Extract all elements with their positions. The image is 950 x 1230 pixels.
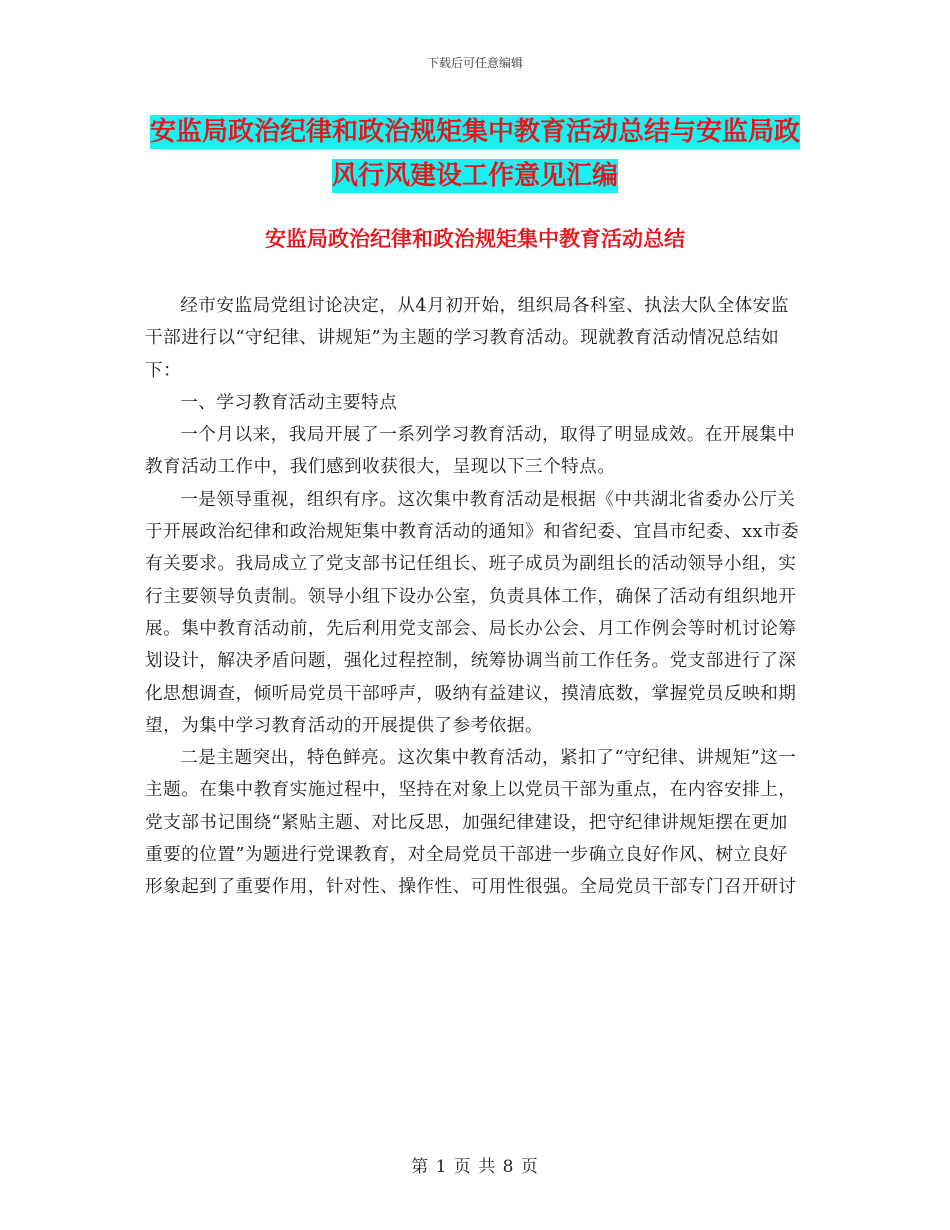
paragraph: 一是领导重视，组织有序。这次集中教育活动是根据《中共湖北省委办公厅关于开展政治纪律和政治规矩集中教育活动的通知》和省纪委、宜昌市纪委、xx市委有关要求。我局成立了党支部书记任组长、班子成员为副组长的活动领导小组，实行主要领导负责制。领导小组下设办公室，负责具体工作，确保了活动有组织地开展。集中教育活动前，先后利用党支部会、局长办公会、月工作例会等时机讨论筹划设计，解决矛盾问题，强化过程控制，统筹协调当前工作任务。党支部进行了深化思想调查，倾听局党员干部呼声，吸纳有益建议，摸清底数，掌握党员反映和期望，为集中学习教育活动的开展提供了参考依据。	[145, 489, 800, 736]
download-note: 下载后可任意编辑	[426, 56, 523, 70]
document-title-text: 安监局政治纪律和政治规矩集中教育活动总结与安监局政风行风建设工作意见汇编	[149, 117, 800, 191]
page-number: 第 1 页 共 8 页	[411, 1157, 539, 1177]
paragraph: 二是主题突出，特色鲜亮。这次集中教育活动，紧扣了“守纪律、讲规矩”这一主题。在集中教育实施过程中，坚持在对象上以党员干部为重点，在内容安排上，党支部书记围绕“紧贴主题、对比反思，加强纪律建设，把守纪律讲规矩摆在更加重要的位置”为题进行党课教育，对全局党员干部进一步确立良好作风、树立良好形象起到了重要作用，针对性、操作性、可用性很强。全局党员干部专门召开研讨	[145, 748, 797, 898]
paragraph: 一、学习教育活动主要特点	[180, 392, 398, 413]
paragraph: 经市安监局党组讨论决定，从4月初开始，组织局各科室、执法大队全体安监干部进行以“守纪律、讲规矩”为主题的学习教育活动。现就教育活动情况总结如下：	[145, 296, 789, 381]
section-title: 安监局政治纪律和政治规矩集中教育活动总结	[265, 227, 685, 251]
paragraph: 一个月以来，我局开展了一系列学习教育活动，取得了明显成效。在开展集中教育活动工作中，我们感到收获很大，呈现以下三个特点。	[145, 425, 796, 478]
document-body	[145, 290, 805, 904]
document-title	[140, 110, 810, 198]
